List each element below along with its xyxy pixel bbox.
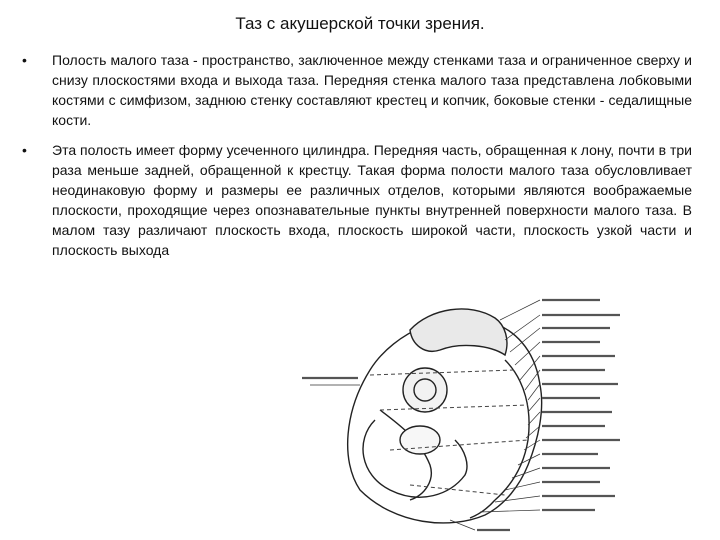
leader-line [505, 315, 540, 340]
obturator-foramen [400, 426, 440, 454]
sacrum [495, 360, 529, 500]
iliac-wing [410, 309, 507, 355]
pelvis-illustration [300, 290, 695, 535]
bullet-text: Эта полость имеет форму усеченного цилиндра. Передняя часть, обращенная к лону, почти в три раза меньше задней, обращенной к крестцу. Такая форма полости малого таза обусловливает неодинаковую форму и размеры ее различных отделов, которыми являются воображаемые плоскости, проходящие через опознавательные пункты внутренней поверхности малого таза. В малом тазу различают плоскость входа, плоскость широкой части, плоскость узкой части и плоскость выхода [52, 142, 692, 258]
leader-line [500, 300, 540, 320]
plane-wide [380, 405, 528, 410]
pubic-ramus [380, 410, 431, 500]
leader-line [528, 412, 540, 425]
bullet-term: Полость малого таза [52, 52, 189, 68]
slide-title: Таз с акушерской точки зрения. [235, 14, 485, 33]
leader-line [510, 328, 540, 352]
femoral-head [403, 368, 447, 412]
bullet-marker: • [22, 142, 27, 158]
leader-line [528, 398, 540, 412]
bullet-list [22, 50, 692, 270]
leader-line [480, 510, 540, 512]
leader-line [528, 384, 540, 400]
bullet-item [22, 50, 692, 130]
leader-line [515, 342, 540, 365]
bullet-marker: • [22, 52, 27, 68]
bullet-item [22, 140, 692, 260]
plane-inlet [370, 370, 515, 375]
leader-line [495, 496, 540, 502]
bullet-text: - пространство, заключенное между стенками таза и ограниченное сверху и снизу плоскостями входа и выхода таза. Передняя стенка малого таза представлена лобковыми костями с симфизом, заднюю стенку составляют крестец и копчик, боковые стенки - седалищные кости. [52, 52, 692, 128]
leader-line [520, 356, 540, 380]
